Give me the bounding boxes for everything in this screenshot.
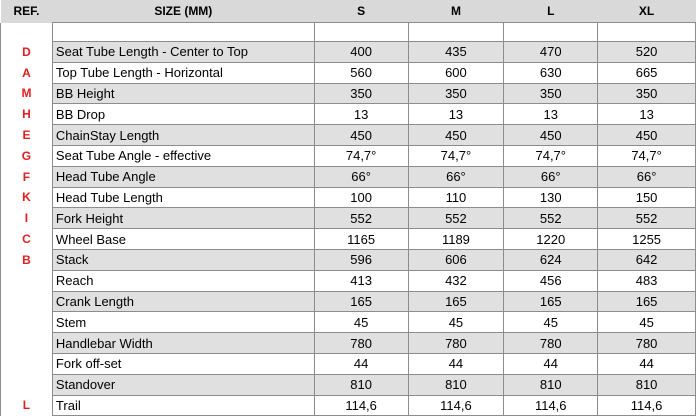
ref-letter: K [1,187,53,208]
blank-value-cell [408,23,504,42]
table-header-row [1,0,696,23]
value-cell-s: 450 [314,125,408,146]
value-cell-xl: 483 [598,270,696,291]
value-cell-m: 165 [408,291,504,312]
value-cell-xl: 45 [598,312,696,333]
value-cell-l: 456 [504,270,598,291]
blank-value-cell [314,23,408,42]
value-cell-xl: 810 [598,374,696,395]
value-cell-l: 44 [504,353,598,374]
measurement-label: BB Drop [52,104,314,125]
value-cell-s: 74,7° [314,145,408,166]
ref-letter: F [1,166,53,187]
measurement-label: Head Tube Angle [52,166,314,187]
measurement-label: Standover [52,374,314,395]
blank-row [1,23,696,42]
value-cell-s: 45 [314,312,408,333]
size-xl-header: XL [598,0,696,23]
measurement-label: Seat Tube Length - Center to Top [52,42,314,63]
value-cell-s: 165 [314,291,408,312]
value-cell-l: 130 [504,187,598,208]
ref-letter: G [1,145,53,166]
table-row [1,104,696,125]
ref-letter: D [1,42,53,63]
value-cell-m: 114,6 [408,395,504,416]
value-cell-s: 1165 [314,229,408,250]
table-row [1,249,696,270]
table-row [1,208,696,229]
size-s-header: S [314,0,408,23]
value-cell-s: 44 [314,353,408,374]
measurement-label: BB Height [52,83,314,104]
value-cell-s: 350 [314,83,408,104]
ref-letter [1,270,53,291]
ref-letter: I [1,208,53,229]
table-row [1,374,696,395]
value-cell-s: 552 [314,208,408,229]
value-cell-s: 100 [314,187,408,208]
value-cell-xl: 165 [598,291,696,312]
value-cell-m: 350 [408,83,504,104]
ref-letter: E [1,125,53,146]
table-row [1,395,696,416]
value-cell-s: 114,6 [314,395,408,416]
value-cell-m: 74,7° [408,145,504,166]
ref-letter [1,312,53,333]
value-cell-s: 560 [314,62,408,83]
ref-letter: A [1,62,53,83]
value-cell-m: 44 [408,353,504,374]
table-row [1,353,696,374]
ref-letter [1,291,53,312]
size-m-header: M [408,0,504,23]
value-cell-xl: 350 [598,83,696,104]
value-cell-l: 780 [504,333,598,354]
blank-value-cell [504,23,598,42]
value-cell-xl: 150 [598,187,696,208]
table-row [1,333,696,354]
value-cell-m: 552 [408,208,504,229]
value-cell-l: 74,7° [504,145,598,166]
value-cell-l: 1220 [504,229,598,250]
value-cell-m: 810 [408,374,504,395]
value-cell-m: 110 [408,187,504,208]
table-row [1,62,696,83]
value-cell-l: 45 [504,312,598,333]
value-cell-m: 435 [408,42,504,63]
value-cell-s: 596 [314,249,408,270]
measurement-label: Stack [52,249,314,270]
value-cell-l: 66° [504,166,598,187]
value-cell-l: 114,6 [504,395,598,416]
value-cell-m: 45 [408,312,504,333]
value-cell-s: 66° [314,166,408,187]
measurement-label: Crank Length [52,291,314,312]
value-cell-m: 66° [408,166,504,187]
value-cell-xl: 552 [598,208,696,229]
value-cell-xl: 520 [598,42,696,63]
value-cell-l: 165 [504,291,598,312]
ref-letter: H [1,104,53,125]
value-cell-m: 606 [408,249,504,270]
value-cell-l: 630 [504,62,598,83]
value-cell-s: 13 [314,104,408,125]
table-body [1,23,696,416]
measurement-label: Head Tube Length [52,187,314,208]
ref-letter [1,374,53,395]
size-l-header: L [504,0,598,23]
table-row [1,312,696,333]
measurement-label: Fork Height [52,208,314,229]
table-row [1,229,696,250]
value-cell-xl: 114,6 [598,395,696,416]
value-cell-l: 552 [504,208,598,229]
value-cell-xl: 665 [598,62,696,83]
value-cell-s: 780 [314,333,408,354]
value-cell-xl: 450 [598,125,696,146]
measurement-label: Seat Tube Angle - effective [52,145,314,166]
ref-letter [1,353,53,374]
value-cell-xl: 642 [598,249,696,270]
value-cell-l: 450 [504,125,598,146]
value-cell-l: 350 [504,83,598,104]
value-cell-m: 600 [408,62,504,83]
value-cell-m: 450 [408,125,504,146]
value-cell-l: 624 [504,249,598,270]
value-cell-xl: 66° [598,166,696,187]
ref-letter: M [1,83,53,104]
ref-header: REF. [1,0,53,23]
value-cell-xl: 44 [598,353,696,374]
table-row [1,125,696,146]
value-cell-m: 13 [408,104,504,125]
blank-label-cell [52,23,314,42]
value-cell-xl: 1255 [598,229,696,250]
value-cell-m: 1189 [408,229,504,250]
value-cell-s: 400 [314,42,408,63]
table-row [1,42,696,63]
blank-ref-cell [1,23,53,42]
measurement-label: Reach [52,270,314,291]
measurement-label: Wheel Base [52,229,314,250]
value-cell-l: 13 [504,104,598,125]
value-cell-l: 810 [504,374,598,395]
measurement-label: Stem [52,312,314,333]
value-cell-s: 413 [314,270,408,291]
table-row [1,83,696,104]
measurement-label: Top Tube Length - Horizontal [52,62,314,83]
blank-value-cell [598,23,696,42]
table-row [1,145,696,166]
table-row [1,291,696,312]
ref-letter: L [1,395,53,416]
value-cell-xl: 74,7° [598,145,696,166]
table-row [1,270,696,291]
ref-letter: C [1,229,53,250]
ref-letter: B [1,249,53,270]
measurement-label: Trail [52,395,314,416]
value-cell-m: 432 [408,270,504,291]
value-cell-xl: 13 [598,104,696,125]
value-cell-s: 810 [314,374,408,395]
size-header: SIZE (MM) [52,0,314,23]
table-row [1,166,696,187]
value-cell-m: 780 [408,333,504,354]
table-row [1,187,696,208]
value-cell-l: 470 [504,42,598,63]
measurement-label: Handlebar Width [52,333,314,354]
measurement-label: ChainStay Length [52,125,314,146]
measurement-label: Fork off-set [52,353,314,374]
ref-letter [1,333,53,354]
value-cell-xl: 780 [598,333,696,354]
